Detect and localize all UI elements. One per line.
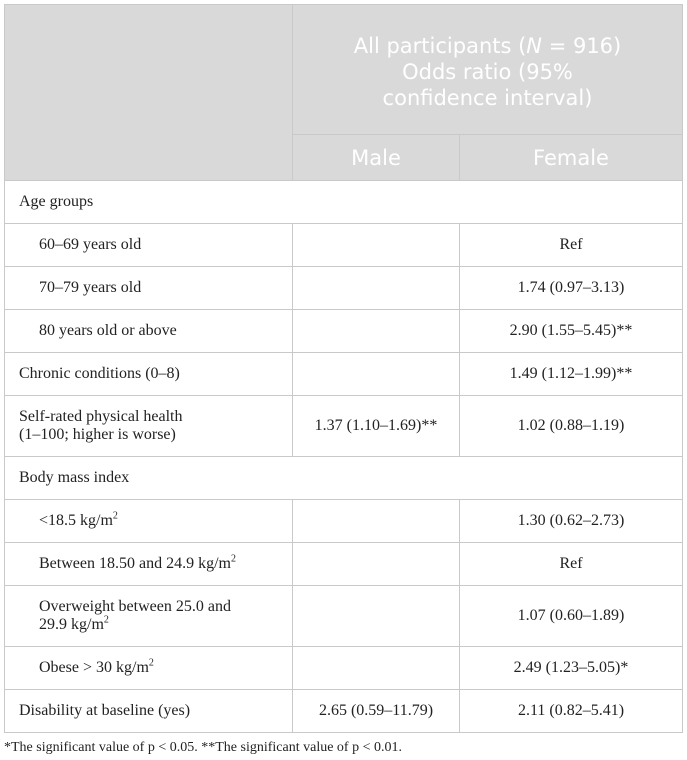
table-row	[5, 690, 683, 733]
table-row	[5, 267, 683, 310]
results-table-container	[4, 4, 682, 756]
title-prefix: All participants (	[353, 33, 527, 58]
row-label: Body mass index	[5, 457, 683, 500]
female-value: 1.02 (0.88–1.19)	[460, 396, 683, 457]
male-value: 1.37 (1.10–1.69)**	[293, 396, 460, 457]
male-value	[293, 500, 460, 543]
table-footnote: *The significant value of p < 0.05. **The significant value of p < 0.01.	[4, 740, 402, 755]
male-value	[293, 586, 460, 647]
row-label	[5, 500, 293, 543]
row-label: Disability at baseline (yes)	[5, 690, 293, 733]
row-label	[5, 647, 293, 690]
corner-header-cell	[5, 5, 293, 181]
superscript: 2	[230, 553, 236, 565]
female-value: 2.49 (1.23–5.05)*	[460, 647, 683, 690]
male-value	[293, 224, 460, 267]
row-label	[5, 586, 293, 647]
male-value	[293, 353, 460, 396]
row-label-line-1: Overweight between 25.0 and	[39, 598, 231, 615]
title-suffix: = 916)	[542, 33, 622, 58]
row-label: Age groups	[5, 181, 683, 224]
superscript: 2	[148, 657, 154, 669]
row-label	[5, 543, 293, 586]
row-label-line-2: (1–100; higher is worse)	[19, 426, 176, 443]
odds-ratio-table	[4, 4, 683, 733]
male-value	[293, 647, 460, 690]
female-value: 2.90 (1.55–5.45)**	[460, 310, 683, 353]
female-value: 1.49 (1.12–1.99)**	[460, 353, 683, 396]
row-label-line-2: 29.9 kg/m	[39, 616, 104, 633]
table-row	[5, 647, 683, 690]
table-row	[5, 586, 683, 647]
male-value	[293, 310, 460, 353]
row-label-text: Obese > 30 kg/m	[39, 659, 149, 676]
row-label: 70–79 years old	[5, 267, 293, 310]
row-label-text: <18.5 kg/m	[39, 512, 113, 529]
female-value: 1.74 (0.97–3.13)	[460, 267, 683, 310]
superscript: 2	[103, 614, 109, 626]
female-value: Ref	[460, 224, 683, 267]
male-value	[293, 267, 460, 310]
female-value: 1.07 (0.60–1.89)	[460, 586, 683, 647]
table-row	[5, 181, 683, 224]
table-row	[5, 310, 683, 353]
table-row	[5, 224, 683, 267]
male-value	[293, 543, 460, 586]
female-value: 2.11 (0.82–5.41)	[460, 690, 683, 733]
table-row	[5, 500, 683, 543]
row-label: 60–69 years old	[5, 224, 293, 267]
female-value: Ref	[460, 543, 683, 586]
superscript: 2	[112, 510, 118, 522]
row-label-text: Between 18.50 and 24.9 kg/m	[39, 555, 231, 572]
table-row	[5, 396, 683, 457]
row-label-line-1: Self-rated physical health	[19, 408, 183, 425]
table-row	[5, 543, 683, 586]
male-column-header: Male	[293, 135, 460, 181]
table-row	[5, 457, 683, 500]
female-column-header: Female	[460, 135, 683, 181]
row-label: Chronic conditions (0–8)	[5, 353, 293, 396]
title-line-3: confidence interval)	[382, 85, 593, 110]
female-value: 1.30 (0.62–2.73)	[460, 500, 683, 543]
table-row	[5, 353, 683, 396]
row-label	[5, 396, 293, 457]
title-line-2: Odds ratio (95%	[402, 59, 573, 84]
row-label: 80 years old or above	[5, 310, 293, 353]
table-title-header	[293, 5, 683, 135]
male-value: 2.65 (0.59–11.79)	[293, 690, 460, 733]
title-n: N	[526, 33, 543, 58]
